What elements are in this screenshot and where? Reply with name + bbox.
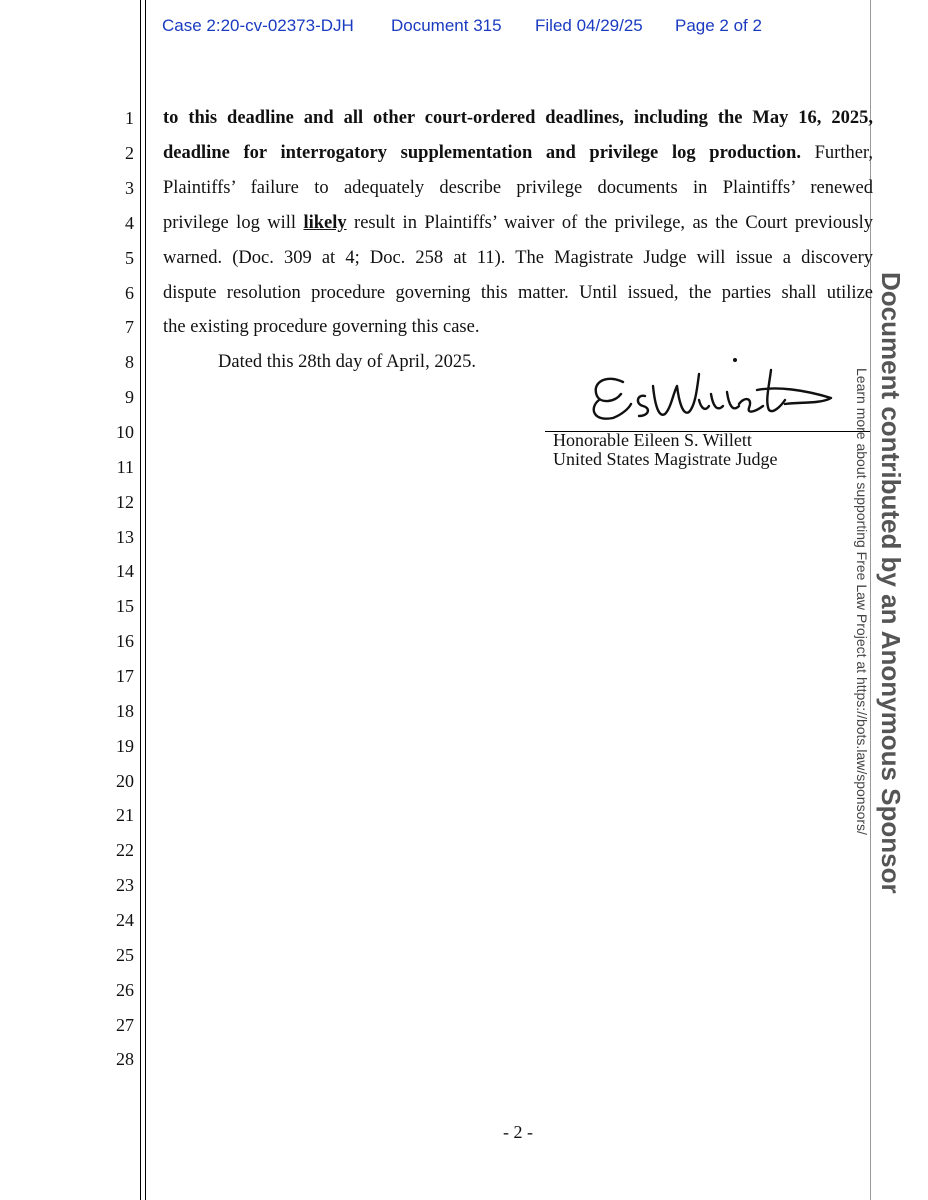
body-line-2-rest: Further, (800, 143, 873, 163)
document-number: Document 315 (391, 16, 502, 35)
body-line-4-pre: privilege log will (163, 213, 304, 233)
line-number: 16 (116, 631, 134, 651)
line-number: 9 (125, 387, 134, 407)
page-count: Page 2 of 2 (675, 16, 762, 35)
body-line-2 (163, 142, 873, 164)
line-number: 11 (116, 457, 134, 477)
line-number: 7 (125, 317, 134, 337)
line-number: 2 (125, 143, 134, 163)
line-number: 4 (125, 213, 134, 233)
line-number: 27 (116, 1015, 134, 1035)
line-number: 3 (125, 178, 134, 198)
line-number: 1 (125, 108, 134, 128)
line-number: 10 (116, 422, 134, 442)
body-line-7: the existing procedure governing this case. (163, 317, 480, 337)
left-margin-rule-inner (145, 0, 146, 1200)
dated-line: Dated this 28th day of April, 2025. (218, 352, 476, 372)
line-number: 22 (116, 840, 134, 860)
line-number: 25 (116, 945, 134, 965)
judge-title: United States Magistrate Judge (553, 449, 778, 469)
line-number: 14 (116, 561, 134, 581)
line-number: 12 (116, 492, 134, 512)
line-number: 5 (125, 248, 134, 268)
line-number: 19 (116, 736, 134, 756)
body-line-4-post: result in Plaintiffs’ waiver of the privilege, as the Court previously (346, 213, 873, 233)
left-margin-rule (140, 0, 141, 1200)
filed-date: Filed 04/29/25 (535, 16, 643, 35)
line-number: 24 (116, 910, 134, 930)
body-line-6: dispute resolution procedure governing this matter. Until issued, the parties shall utilize (163, 283, 873, 303)
watermark-main: Document contributed by an Anonymous Sponsor (876, 272, 906, 894)
line-number: 18 (116, 701, 134, 721)
line-number: 28 (116, 1049, 134, 1069)
line-number: 13 (116, 527, 134, 547)
sponsor-watermark (854, 272, 906, 932)
judge-name: Honorable Eileen S. Willett (553, 430, 752, 450)
handwritten-signature (585, 356, 845, 436)
line-number: 21 (116, 805, 134, 825)
body-line-5: warned. (Doc. 309 at 4; Doc. 258 at 11). The Magistrate Judge will issue a discovery (163, 248, 873, 268)
body-line-4 (163, 212, 873, 234)
case-number: Case 2:20-cv-02373-DJH (162, 16, 354, 35)
line-number: 6 (125, 283, 134, 303)
body-line-4-emphasis: likely (303, 213, 347, 233)
line-number: 20 (116, 771, 134, 791)
line-number: 23 (116, 875, 134, 895)
line-number: 17 (116, 666, 134, 686)
body-line-1: to this deadline and all other court-ordered deadlines, including the May 16, 2025, (163, 108, 873, 128)
body-line-2-bold: deadline for interrogatory supplementation and privilege log production. (163, 143, 801, 163)
watermark-sub: Learn more about supporting Free Law Project at https://bots.law/sponsors/ (854, 368, 870, 835)
line-number: 26 (116, 980, 134, 1000)
body-line-3: Plaintiffs’ failure to adequately describe privilege documents in Plaintiffs’ renewed (163, 178, 873, 198)
line-number: 15 (116, 596, 134, 616)
page-number: - 2 - (503, 1122, 533, 1142)
line-number: 8 (125, 352, 134, 372)
